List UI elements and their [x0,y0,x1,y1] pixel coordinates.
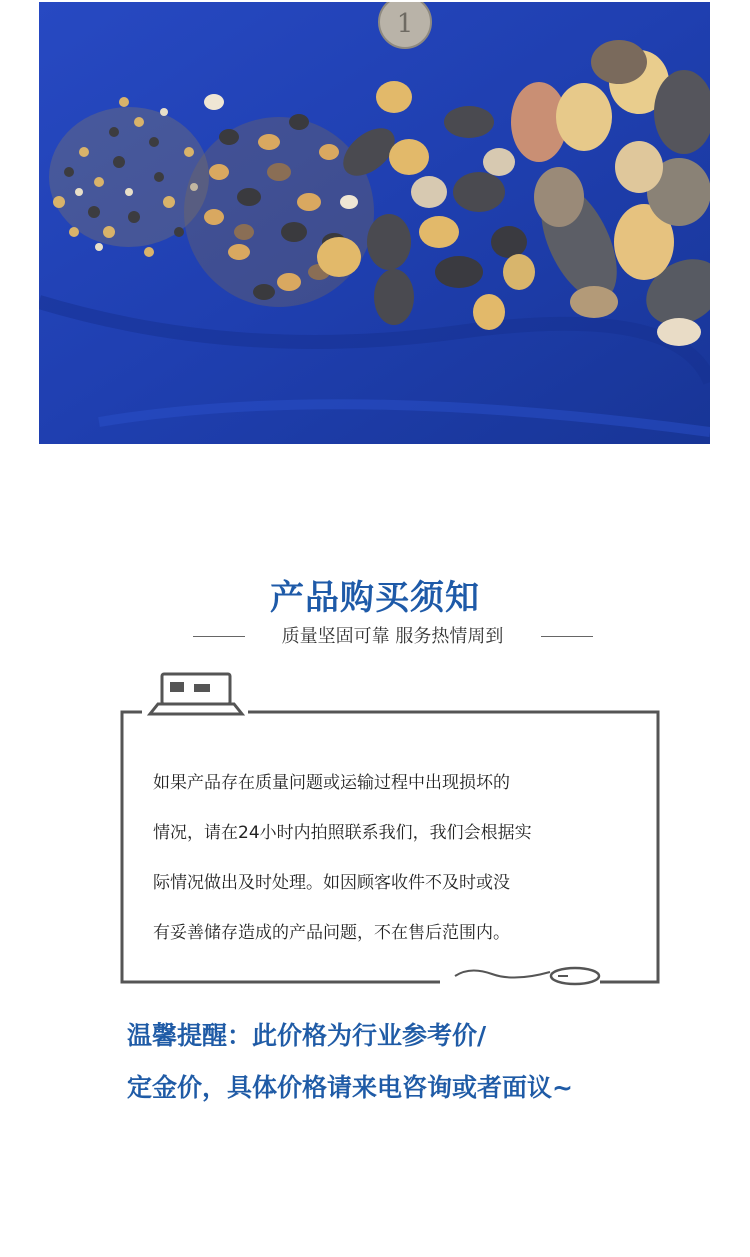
section-subtitle: 质量坚固可靠 服务热情周到 [281,626,504,647]
subtitle-rule-left [193,636,245,637]
reminder-line: 定金价，具体价格请来电咨询或者面议~ [127,1073,573,1102]
mouse-icon [455,968,599,984]
subtitle-rule-right [541,636,593,637]
notice-line: 有妥善储存造成的产品问题，不在售后范围内。 [153,923,510,943]
notice-line: 际情况做出及时处理。如因顾客收件不及时或没 [153,873,510,893]
notice-line: 情况，请在24小时内拍照联系我们，我们会根据实 [153,823,532,843]
product-photo [39,2,710,444]
reminder-line: 温馨提醒：此价格为行业参考价/ [127,1021,487,1050]
notice-text [153,758,633,958]
section-subtitle-row [0,622,750,652]
notice-line: 如果产品存在质量问题或运输过程中出现损坏的 [153,773,510,793]
laptop-icon [150,674,242,714]
coin-label: 1 [396,9,414,39]
pebble-stones-on-blue-cloth-photo [39,2,710,444]
price-reminder [127,1010,727,1114]
section-title: 产品购买须知 [270,578,480,618]
